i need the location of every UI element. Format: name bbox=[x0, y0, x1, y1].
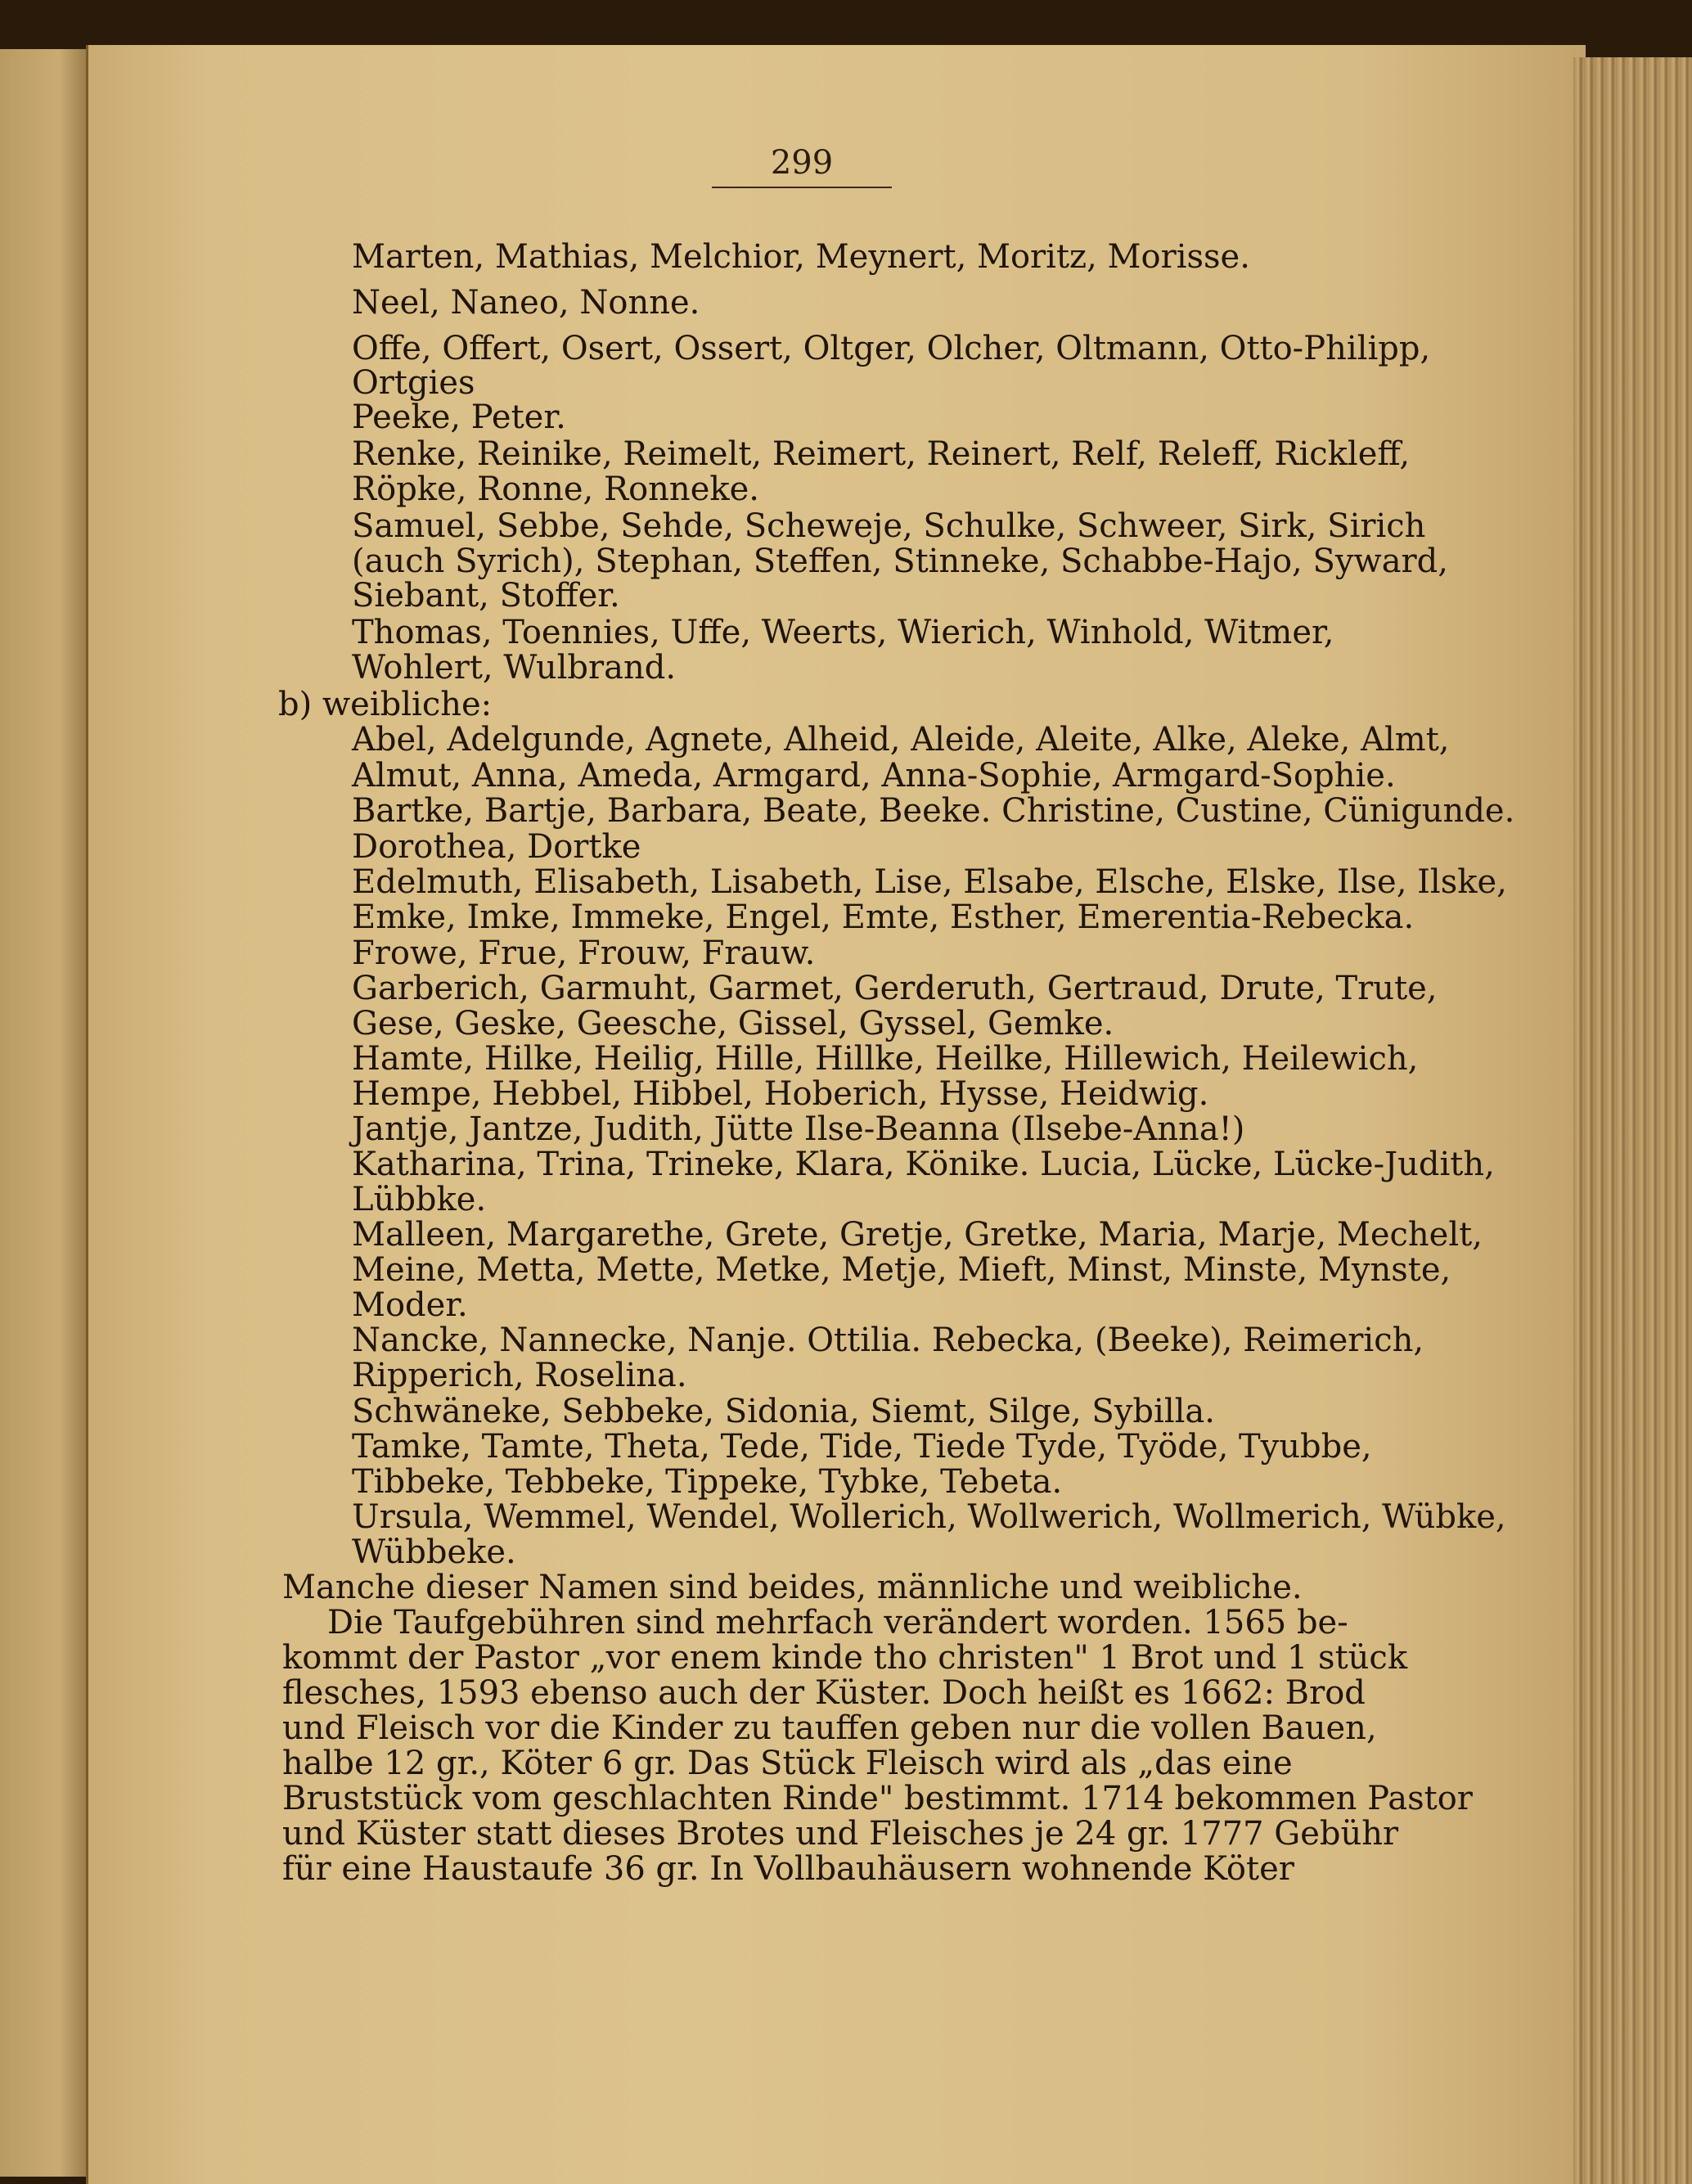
text-line: Almut, Anna, Ameda, Armgard, Anna-Sophie, Armgard-Sophie. bbox=[352, 757, 1396, 795]
text-line: Frowe, Frue, Frouw, Frauw. bbox=[352, 934, 816, 972]
text-line: Ripperich, Roselina. bbox=[352, 1357, 687, 1394]
text-line: Tibbeke, Tebbeke, Tippeke, Tybke, Tebeta. bbox=[352, 1463, 1063, 1501]
text-line: Die Taufgebühren sind mehrfach verändert worden. 1565 be- bbox=[327, 1604, 1348, 1641]
text-line: Ortgies bbox=[352, 364, 475, 402]
text-line: Wohlert, Wulbrand. bbox=[352, 649, 677, 687]
left-page-edge bbox=[0, 49, 98, 2177]
text-line: Wübbeke. bbox=[352, 1533, 516, 1571]
text-line: Bartke, Bartje, Barbara, Beate, Beeke. Christine, Custine, Cünigunde. bbox=[352, 792, 1515, 830]
section-label: b) weibliche: bbox=[278, 686, 493, 723]
text-line: flesches, 1593 ebenso auch der Küster. Doch heißt es 1662: Brod bbox=[282, 1674, 1366, 1712]
text-line: Röpke, Ronne, Ronneke. bbox=[352, 471, 759, 508]
text-line: Samuel, Sebbe, Sehde, Scheweje, Schulke, Schweer, Sirk, Sirich bbox=[352, 507, 1426, 545]
text-line: Peeke, Peter. bbox=[352, 399, 566, 436]
text-line: Tamke, Tamte, Theta, Tede, Tide, Tiede Tyde, Työde, Tyubbe, bbox=[352, 1428, 1372, 1466]
text-line: Hempe, Hebbel, Hibbel, Hoberich, Hysse, Heidwig. bbox=[352, 1075, 1209, 1113]
text-line: Hamte, Hilke, Heilig, Hille, Hillke, Heilke, Hillewich, Heilewich, bbox=[352, 1040, 1419, 1078]
text-line: Nancke, Nannecke, Nanje. Ottilia. Rebecka, (Beeke), Reimerich, bbox=[352, 1322, 1424, 1359]
page-number: 299 bbox=[770, 144, 834, 182]
text-line: Garberich, Garmuht, Garmet, Gerderuth, Gertraud, Drute, Trute, bbox=[352, 970, 1438, 1007]
text-line: Neel, Naneo, Nonne. bbox=[352, 284, 700, 322]
text-line: Gese, Geske, Geesche, Gissel, Gyssel, Gemke. bbox=[352, 1005, 1114, 1042]
text-line: Meine, Metta, Mette, Metke, Metje, Mieft, Minst, Minste, Mynste, bbox=[352, 1251, 1451, 1289]
text-line: Renke, Reinike, Reimelt, Reimert, Reinert, Relf, Releff, Rickleff, bbox=[352, 435, 1411, 473]
text-line: (auch Syrich), Stephan, Steffen, Stinneke, Schabbe-Hajo, Syward, bbox=[352, 543, 1448, 580]
text-line: Abel, Adelgunde, Agnete, Alheid, Aleide, Aleite, Alke, Aleke, Almt, bbox=[352, 721, 1450, 759]
text-line: Katharina, Trina, Trineke, Klara, Könike. Lucia, Lücke, Lücke-Judith, bbox=[352, 1146, 1495, 1183]
text-line: Manche dieser Namen sind beides, männliche und weibliche. bbox=[282, 1569, 1303, 1606]
header-rule bbox=[712, 187, 892, 188]
text-line: Ursula, Wemmel, Wendel, Wollerich, Wollwerich, Wollmerich, Wübke, bbox=[352, 1498, 1506, 1536]
text-line: Lübbke. bbox=[352, 1181, 487, 1218]
text-line: Schwäneke, Sebbeke, Sidonia, Siemt, Silge, Sybilla. bbox=[352, 1393, 1215, 1430]
text-line: Bruststück vom geschlachten Rinde" bestimmt. 1714 bekommen Pastor bbox=[282, 1780, 1473, 1817]
text-line: Edelmuth, Elisabeth, Lisabeth, Lise, Elsabe, Elsche, Elske, Ilse, Ilske, bbox=[352, 863, 1507, 901]
text-line: Emke, Imke, Immeke, Engel, Emte, Esther, Emerentia-Rebecka. bbox=[352, 898, 1415, 936]
text-line: kommt der Pastor „vor enem kinde tho christen" 1 Brot und 1 stück bbox=[282, 1639, 1408, 1677]
page-stack-edges bbox=[1573, 57, 1692, 2184]
text-line: Moder. bbox=[352, 1286, 468, 1324]
text-line: Malleen, Margarethe, Grete, Gretje, Gretke, Maria, Marje, Mechelt, bbox=[352, 1216, 1483, 1254]
text-line: Marten, Mathias, Melchior, Meynert, Moritz, Morisse. bbox=[352, 238, 1250, 276]
text-line: Dorothea, Dortke bbox=[352, 828, 641, 866]
text-line: Jantje, Jantze, Judith, Jütte Ilse-Beanna (Ilsebe-Anna!) bbox=[352, 1110, 1245, 1148]
text-line: Offe, Offert, Osert, Ossert, Oltger, Olcher, Oltmann, Otto-Philipp, bbox=[352, 330, 1431, 367]
text-line: halbe 12 gr., Köter 6 gr. Das Stück Fleisch wird als „das eine bbox=[282, 1745, 1293, 1782]
text-line: und Küster statt dieses Brotes und Fleisches je 24 gr. 1777 Gebühr bbox=[282, 1815, 1399, 1853]
text-line: Thomas, Toennies, Uffe, Weerts, Wierich, Winhold, Witmer, bbox=[352, 614, 1334, 651]
text-line: für eine Haustaufe 36 gr. In Vollbauhäusern wohnende Köter bbox=[282, 1850, 1294, 1888]
text-line: Siebant, Stoffer. bbox=[352, 577, 620, 615]
text-line: und Fleisch vor die Kinder zu tauffen geben nur die vollen Bauen, bbox=[282, 1709, 1377, 1747]
